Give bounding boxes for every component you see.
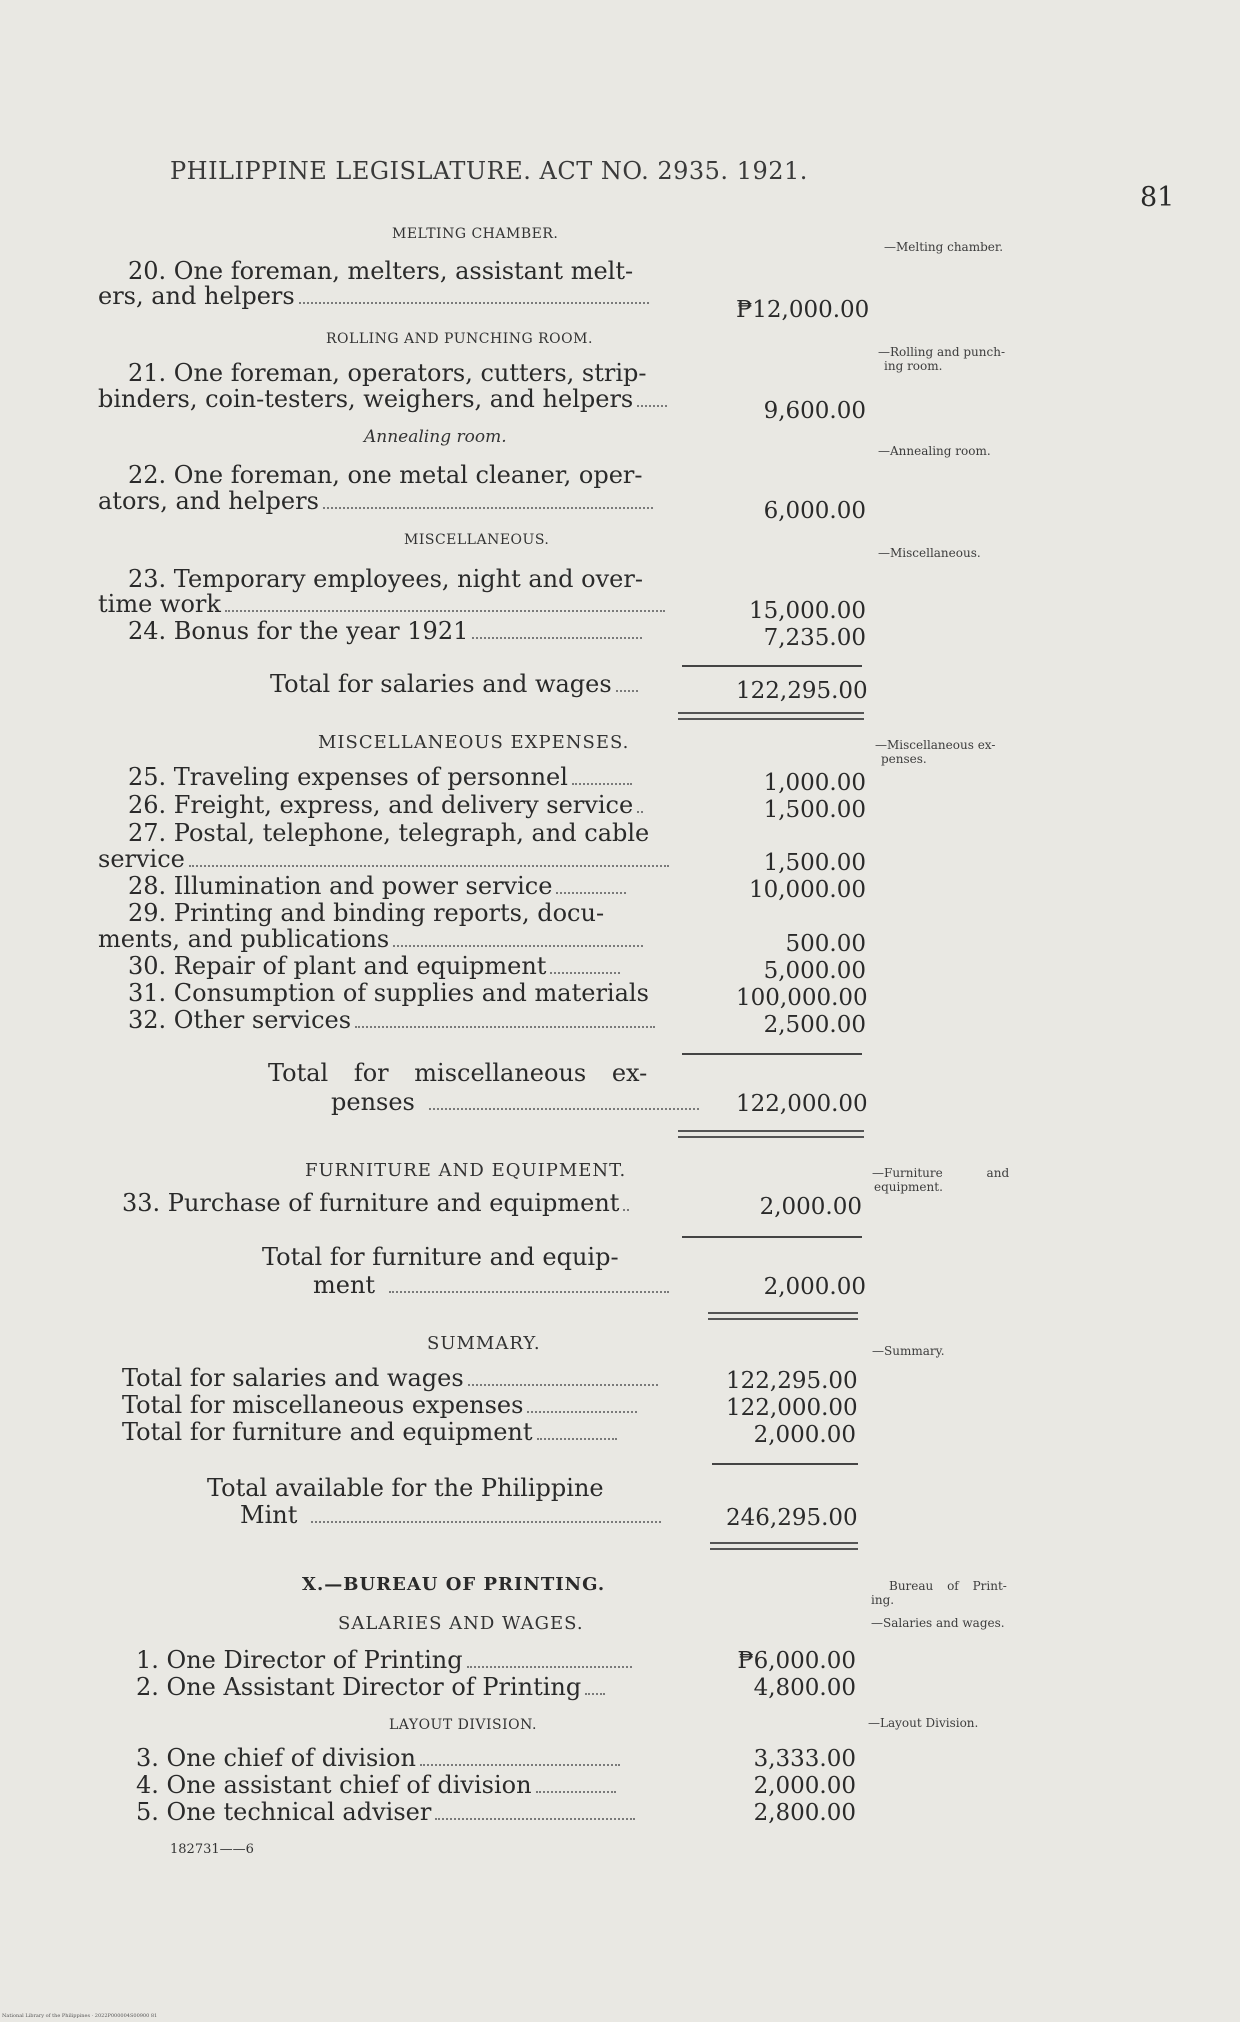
melting-heading: MELTING CHAMBER.: [392, 226, 559, 242]
item-26-amount: 1,500.00: [763, 797, 866, 823]
item-26-line: 26. Freight, express, and delivery service: [128, 792, 643, 819]
margin-note-misc-expenses-1: —Miscellaneous ex-: [875, 738, 996, 752]
margin-note-furniture-1: —Furniture and: [872, 1166, 1010, 1180]
item-27-line2: service: [98, 846, 669, 873]
total-misc-amount: 122,000.00: [736, 1091, 868, 1117]
item-31-amount: 100,000.00: [736, 985, 868, 1011]
item-30-line: 30. Repair of plant and equipment: [128, 953, 620, 980]
double-rule: [708, 1312, 858, 1320]
rule: [682, 1236, 862, 1238]
margin-note-misc-expenses-2: penses.: [881, 752, 927, 766]
margin-note-miscellaneous: —Miscellaneous.: [878, 546, 981, 560]
footer-code: 182731——6: [170, 1842, 254, 1857]
page-number: 81: [1140, 182, 1175, 213]
item-24-amount: 7,235.00: [763, 625, 866, 651]
total-available-label-2: Mint: [240, 1502, 661, 1529]
item-27-amount: 1,500.00: [763, 850, 866, 876]
double-rule: [678, 712, 864, 720]
item-30-amount: 5,000.00: [763, 958, 866, 984]
margin-note-melting: —Melting chamber.: [884, 240, 1004, 254]
layout-item-3-amount: 3,333.00: [753, 1746, 856, 1772]
item-33-amount: 2,000.00: [759, 1194, 862, 1220]
margin-note-furniture-2: equipment.: [874, 1180, 943, 1194]
item-21-line1: 21. One foreman, operators, cutters, strip-: [128, 359, 647, 387]
margin-note-salaries-wages: —Salaries and wages.: [871, 1616, 1005, 1630]
rule: [682, 1053, 862, 1055]
total-available-label-1: Total available for the Philippine: [207, 1474, 604, 1502]
rule: [682, 665, 862, 667]
item-22-amount: 6,000.00: [763, 498, 866, 524]
layout-item-5-line: 5. One technical adviser: [136, 1799, 635, 1826]
layout-item-4-amount: 2,000.00: [753, 1773, 856, 1799]
item-22-line1: 22. One foreman, one metal cleaner, oper-: [128, 461, 643, 489]
item-27-line1: 27. Postal, telephone, telegraph, and cable: [128, 819, 650, 847]
item-21-line2: binders, coin-testers, weighers, and helpers: [98, 386, 667, 413]
furniture-heading: FURNITURE AND EQUIPMENT.: [305, 1160, 627, 1181]
layout-item-4-line: 4. One assistant chief of division: [136, 1772, 616, 1799]
margin-note-annealing: —Annealing room.: [878, 444, 991, 458]
rolling-heading: ROLLING AND PUNCHING ROOM.: [326, 331, 593, 347]
summary-heading: SUMMARY.: [427, 1333, 541, 1354]
scan-credit: National Library of the Philippines · 2022P000004S00900 81: [2, 2013, 158, 2019]
margin-note-bureau-2: ing.: [871, 1593, 895, 1607]
item-29-line1: 29. Printing and binding reports, docu-: [128, 899, 605, 927]
total-furniture-amount: 2,000.00: [763, 1274, 866, 1300]
running-header: PHILIPPINE LEGISLATURE. ACT NO. 2935. 1921.: [170, 157, 808, 185]
item-33-line: 33. Purchase of furniture and equipment: [122, 1190, 629, 1217]
summary-line-3: Total for furniture and equipment: [122, 1419, 617, 1446]
item-25-amount: 1,000.00: [763, 770, 866, 796]
item-28-amount: 10,000.00: [748, 877, 866, 903]
misc-expenses-heading: MISCELLANEOUS EXPENSES.: [318, 732, 630, 753]
item-29-amount: 500.00: [785, 931, 866, 957]
total-salaries-amount: 122,295.00: [736, 678, 868, 704]
item-31-line: 31. Consumption of supplies and materials: [128, 979, 649, 1007]
summary-amount-1: 122,295.00: [726, 1368, 858, 1394]
item-29-line2: ments, and publications: [98, 926, 643, 953]
item-25-line: 25. Traveling expenses of personnel: [128, 764, 632, 791]
item-23-line1: 23. Temporary employees, night and over-: [128, 565, 643, 593]
bureau-item-1-line: 1. One Director of Printing: [136, 1647, 632, 1674]
total-furniture-label-2: ment: [313, 1272, 669, 1299]
total-furniture-label-1: Total for furniture and equip-: [262, 1243, 619, 1271]
item-23-amount: 15,000.00: [748, 598, 866, 624]
bureau-item-2-line: 2. One Assistant Director of Printing: [136, 1674, 605, 1701]
total-misc-label-2: penses: [331, 1089, 699, 1116]
item-20-line2: ers, and helpers: [98, 283, 649, 310]
layout-division-heading: LAYOUT DIVISION.: [389, 1717, 537, 1733]
total-salaries-label: Total for salaries and wages: [270, 671, 638, 698]
miscellaneous-heading: MISCELLANEOUS.: [404, 532, 550, 548]
margin-note-layout-division: —Layout Division.: [868, 1716, 979, 1730]
margin-note-rolling-2: ing room.: [884, 359, 943, 373]
summary-line-2: Total for miscellaneous expenses: [122, 1392, 637, 1419]
bureau-heading: X.—BUREAU OF PRINTING.: [302, 1574, 606, 1595]
bureau-item-1-amount: ₱6,000.00: [737, 1648, 856, 1674]
margin-note-rolling-1: —Rolling and punch-: [878, 345, 1006, 359]
item-23-line2: time work: [98, 591, 665, 618]
item-22-line2: ators, and helpers: [98, 488, 653, 515]
layout-item-3-line: 3. One chief of division: [136, 1745, 620, 1772]
margin-note-bureau-1: Bureau of Print-: [889, 1579, 1007, 1593]
summary-amount-3: 2,000.00: [753, 1422, 856, 1448]
salaries-wages-heading: SALARIES AND WAGES.: [338, 1613, 584, 1634]
item-20-line1: 20. One foreman, melters, assistant melt-: [128, 257, 634, 285]
total-available-amount: 246,295.00: [726, 1505, 858, 1531]
item-32-line: 32. Other services: [128, 1007, 655, 1034]
item-20-amount: ₱12,000.00: [736, 297, 870, 323]
margin-note-summary: —Summary.: [872, 1344, 945, 1358]
item-24-line: 24. Bonus for the year 1921: [128, 618, 642, 645]
summary-amount-2: 122,000.00: [726, 1395, 858, 1421]
layout-item-5-amount: 2,800.00: [753, 1800, 856, 1826]
item-21-amount: 9,600.00: [763, 398, 866, 424]
summary-line-1: Total for salaries and wages: [122, 1365, 658, 1392]
item-32-amount: 2,500.00: [763, 1012, 866, 1038]
total-misc-label-1: Total for miscellaneous ex-: [268, 1059, 648, 1087]
double-rule: [710, 1542, 858, 1550]
rule: [712, 1463, 858, 1465]
annealing-heading: Annealing room.: [364, 427, 507, 447]
double-rule: [678, 1130, 864, 1138]
item-28-line: 28. Illumination and power service: [128, 873, 626, 900]
bureau-item-2-amount: 4,800.00: [753, 1675, 856, 1701]
